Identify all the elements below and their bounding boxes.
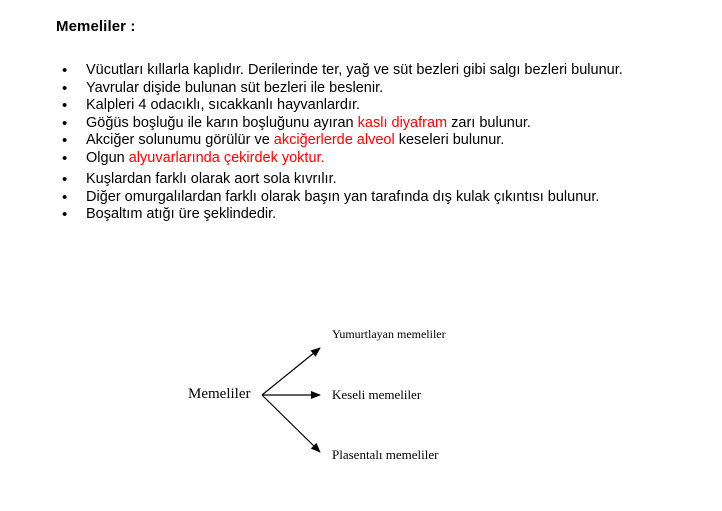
highlighted-term: alyuvarlarında çekirdek yoktur.: [128, 149, 325, 166]
diagram-branch-yumurtlayan: Yumurtlayan memeliler: [332, 327, 446, 341]
diagram-root-label: Memeliler: [188, 386, 251, 402]
page-heading: Memeliler :: [56, 18, 136, 35]
arrow-to-plasentali: [262, 395, 320, 452]
highlighted-term: akciğerlerde alveol: [273, 132, 395, 148]
list-item-text: zarı bulunur.: [447, 114, 531, 131]
list-item-text: Boşaltım atığı üre şeklindedir.: [86, 206, 277, 222]
list-item-text: Vücutları kıllarla kaplıdır. Derilerinde ter, yağ ve süt bezleri gibi salgı bezleri bulunur.: [86, 62, 623, 78]
list-item-text: Kuşlardan farklı olarak aort sola kıvrılır.: [86, 171, 337, 187]
list-item-text: Akciğer solunumu görülür ve: [86, 132, 274, 148]
highlighted-term: kaslı diyafram: [357, 114, 448, 131]
list-item-text: keseleri bulunur.: [394, 132, 505, 148]
diagram-branch-plasentali: Plasentalı memeliler: [332, 447, 439, 462]
arrow-to-yumurtlayan: [262, 348, 320, 395]
list-item-text: Yavrular dişide bulunan süt bezleri ile beslenir.: [86, 79, 384, 96]
list-item-text: Diğer omurgalılardan farklı olarak başın yan tarafında dış kulak çıkıntısı bulunur.: [86, 188, 600, 205]
list-item-text: Olgun: [86, 149, 129, 166]
list-item-text: Göğüs boşluğu ile karın boşluğunu ayıran: [86, 114, 358, 131]
diagram-branch-keseli: Keseli memeliler: [332, 387, 422, 402]
list-item-text: Kalpleri 4 odacıklı, sıcakkanlı hayvanlardır.: [86, 97, 361, 113]
